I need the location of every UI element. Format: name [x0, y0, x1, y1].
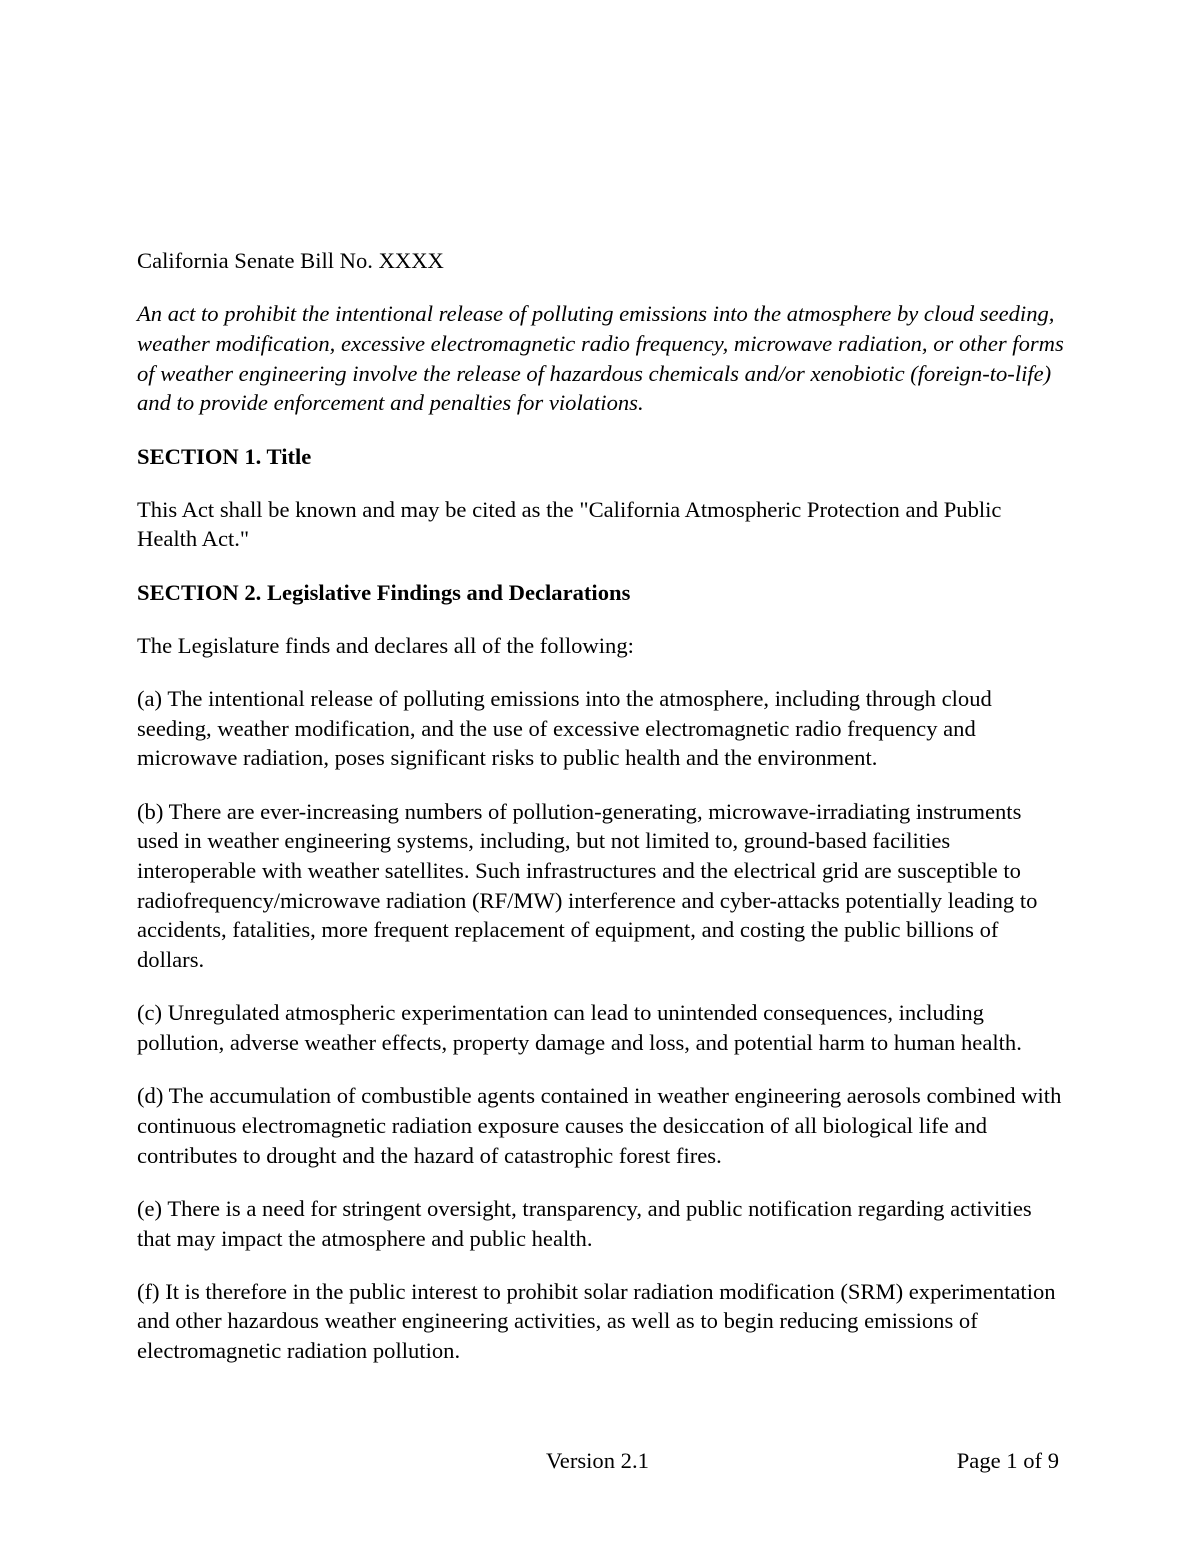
section-1-heading: SECTION 1. Title [137, 443, 312, 469]
section-2-intro: The Legislature finds and declares all of the following: [137, 632, 634, 658]
page-footer [0, 1446, 1196, 1476]
bill-preamble: An act to prohibit the intentional release of polluting emissions into the atmosphere by cloud seeding, weather modification, excessive electromagnetic radio frequency, microwave radiation, or other forms of weather engineering involve the release of hazardous chemicals and/or xenobiotic (foreign-to-life) and to provide enforcement and penalties for violations. [137, 301, 1064, 416]
finding-e: (e) There is a need for stringent oversight, transparency, and public notification regarding activities that may impact the atmosphere and public health. [137, 1195, 1032, 1251]
section-1-body: This Act shall be known and may be cited as the "California Atmospheric Protection and Public Health Act." [137, 496, 1002, 552]
bill-title: California Senate Bill No. XXXX [137, 248, 444, 273]
finding-b: (b) There are ever-increasing numbers of pollution-generating, microwave-irradiating instruments used in weather engineering systems, including, but not limited to, ground-based facilities interoperable with weather satellites. Such infrastructures and the electrical grid are susceptible to radiofrequency/microwave radiation (RF/MW) interference and cyber-attacks potentially leading to accidents, fatalities, more frequent replacement of equipment, and costing the public billions of dollars. [137, 798, 1038, 973]
page-number: Page 1 of 9 [956, 1448, 1059, 1473]
finding-d: (d) The accumulation of combustible agents contained in weather engineering aerosols combined with continuous electromagnetic radiation exposure causes the desiccation of all biological life and contributes to drought and the hazard of catastrophic forest fires. [137, 1083, 1062, 1168]
section-2-heading: SECTION 2. Legislative Findings and Declarations [137, 579, 631, 605]
finding-f: (f) It is therefore in the public interest to prohibit solar radiation modification (SRM) experimentation and other hazardous weather engineering activities, as well as to begin reducing emissions of electromagnetic radiation pollution. [137, 1278, 1056, 1364]
version-label: Version 2.1 [546, 1448, 649, 1473]
finding-a: (a) The intentional release of polluting emissions into the atmosphere, including through cloud seeding, weather modification, and the use of excessive electromagnetic radio frequency and microwave radiation, poses significant risks to public health and the environment. [137, 686, 992, 771]
document-page [137, 246, 1067, 1389]
finding-c: (c) Unregulated atmospheric experimentation can lead to unintended consequences, including pollution, adverse weather effects, property damage and loss, and potential harm to human health. [137, 1000, 1022, 1056]
